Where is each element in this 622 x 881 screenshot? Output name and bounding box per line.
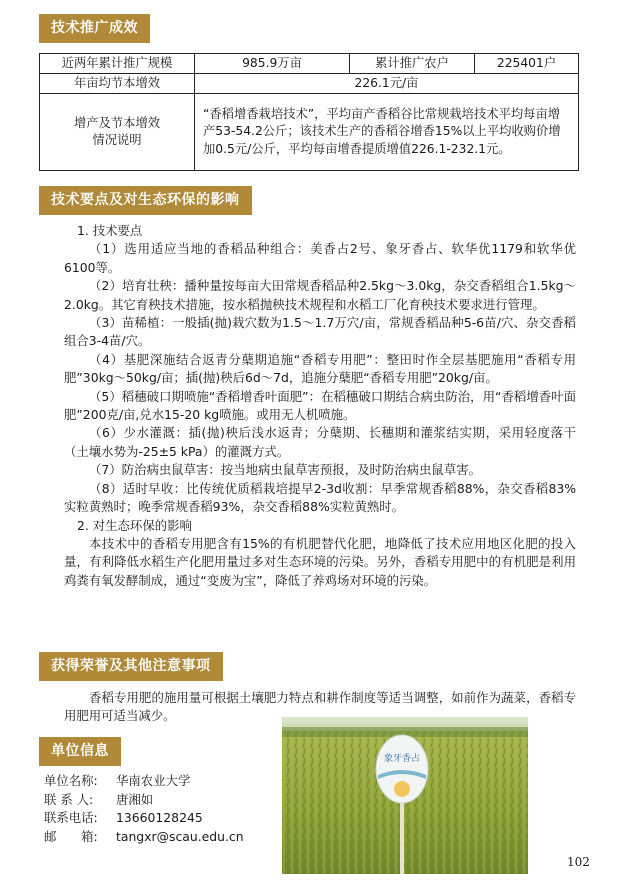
scale-value: 985.9万亩 [195,54,350,74]
desc-label-line2: 情况说明 [92,133,142,147]
section-title-tech: 技术要点及对生态环保的影响 [39,186,252,215]
section-title-honors: 获得荣誉及其他注意事项 [39,652,223,681]
tech-point-5: （5）稻穗破口期喷施“香稻增香叶面肥”：在稻穗破口期结合病虫防治，用“香稻增香叶面肥”200克/亩,兑水15-20 kg喷施。或用无人机喷施。 [64,388,576,423]
tech-point-2: （2）培育壮秧：播种量按每亩大田常规香稻品种2.5kg～3.0kg，杂交香稻组合1.5kg～2.0kg。其它育秧技术措施，按水稻抛秧技术规程和水稻工厂化育秧技术要求进行管理。 [64,278,576,312]
unit-email-label: 邮 箱: [44,828,98,844]
table-row [40,54,579,74]
desc-label-line1: 增产及节本增效 [73,116,161,130]
unit-phone-value: 13660128245 [116,810,203,825]
income-value: 226.1元/亩 [195,74,579,94]
households-value: 225401户 [475,54,579,74]
section-title-unit: 单位信息 [39,737,121,766]
page-number: 102 [567,855,590,869]
unit-name-label: 单位名称: [44,773,98,788]
tech-heading-1: 1. 技术要点 [77,223,143,238]
unit-email-row [44,828,244,847]
unit-contact-label: 联 系 人: [44,791,94,807]
table-row [40,94,579,171]
tech-point-4: （4）基肥深施结合返青分蘖期追施“香稻专用肥”：整田时作全层基肥施用“香稻专用肥”30kg～50kg/亩；插(抛)秧后6d～7d，追施分蘖肥“香稻专用肥”20kg/亩。 [64,351,576,386]
tech-body [64,222,576,590]
eco-impact-text: 本技术中的香稻专用肥含有15%的有机肥替代化肥，地降低了技术应用地区化肥的投入量，有利降低水稻生产化肥用量过多对生态环境的污染。另外，香稻专用肥中的有机肥是利用鸡粪有氧发酵制成，通过“变废为宝”，降低了养鸡场对环境的污染。 [64,535,576,588]
unit-phone-row [44,809,244,828]
scale-label: 近两年累计推广规模 [40,54,195,74]
rice-field-photo [282,717,528,874]
sign-text: 象牙香占 [383,754,421,764]
unit-email-value: tangxr@scau.edu.cn [116,828,244,844]
table-row [40,74,579,94]
section-title-achievements: 技术推广成效 [39,14,150,43]
tech-point-7: （7）防治病虫鼠草害：按当地病虫鼠草害预报，及时防治病虫鼠草害。 [89,462,481,478]
tech-point-1: （1）选用适应当地的香稻品种组合：美香占2号、象牙香占、软华优1179和软华优6100等。 [64,241,576,275]
unit-info [44,772,244,846]
unit-name-value: 华南农业大学 [116,773,191,788]
tech-point-6: （6）少水灌溉：插(抛)秧后浅水返青；分蘖期、长穗期和灌浆结实期，采用轻度落干（土壤水势为-25±5 kPa）的灌溉方式。 [64,425,576,459]
honors-text: 香稻专用肥的施用量可根据土壤肥力特点和耕作制度等适当调整，如前作为蔬菜，香稻专用肥用可适当减少。 [64,690,576,724]
variety-sign [376,735,428,803]
tech-point-8: （8）适时早收：比传统优质稻栽培提早2-3d收割：早季常规香稻88%，杂交香稻83%实粒黄熟时；晚季常规香稻93%，杂交香稻88%实粒黄熟时。 [64,480,576,515]
unit-contact-row [44,791,244,810]
tech-point-3: （3）苗稀植：一般插(抛)栽穴数为1.5～1.7万穴/亩，常规香稻品种5-6苗/穴、杂交香稻组合3-4苗/穴。 [64,315,576,349]
tech-heading-2: 2. 对生态环保的影响 [77,517,192,533]
unit-name-row [44,772,244,791]
households-label: 累计推广农户 [350,54,475,74]
income-label: 年亩均节本增效 [40,74,195,94]
unit-contact-value: 唐湘如 [116,791,154,807]
desc-text: “香稻增香栽培技术”，平均亩产香稻谷比常规栽培技术平均每亩增产53-54.2公斤；该技术生产的香稻谷增香15%以上平均收购价增加0.5元/公斤，平均每亩增香提质增值226.1-232.1元。 [195,94,579,171]
stats-table [39,53,579,171]
desc-label [40,94,195,171]
unit-phone-label: 联系电话: [44,810,98,825]
